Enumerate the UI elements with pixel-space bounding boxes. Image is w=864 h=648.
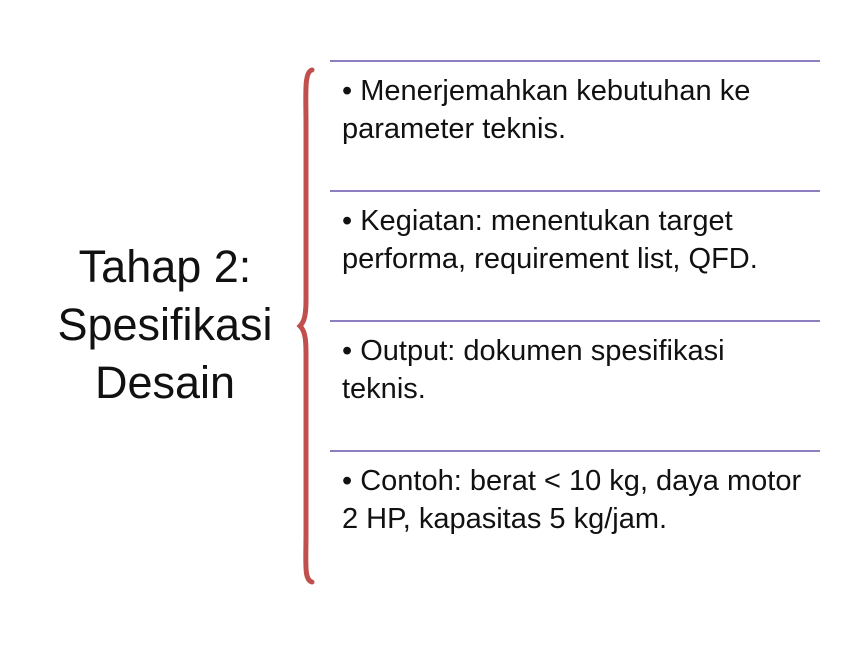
bullet-glyph: •	[342, 465, 353, 497]
bullet-glyph: •	[342, 205, 353, 237]
brace-path	[300, 70, 312, 582]
list-item-text: Kegiatan: menentukan target performa, requirement list, QFD.	[342, 205, 758, 275]
bullet-list	[330, 60, 820, 580]
list-item	[330, 60, 820, 190]
list-item-text: Contoh: berat < 10 kg, daya motor 2 HP, kapasitas 5 kg/jam.	[342, 465, 802, 535]
title-line-1: Tahap 2:	[78, 241, 252, 292]
bullet-glyph: •	[342, 335, 353, 367]
bullet-glyph: •	[342, 75, 353, 107]
list-item	[330, 320, 820, 450]
list-item	[330, 190, 820, 320]
title-line-2: Spesifikasi	[57, 299, 273, 350]
list-item-text: Output: dokumen spesifikasi teknis.	[342, 335, 725, 405]
title-line-3: Desain	[94, 357, 236, 408]
slide-title	[40, 238, 290, 412]
list-item	[330, 450, 820, 580]
list-item-text: Menerjemahkan kebutuhan ke parameter teknis.	[342, 75, 751, 145]
curly-brace-icon	[290, 64, 330, 588]
